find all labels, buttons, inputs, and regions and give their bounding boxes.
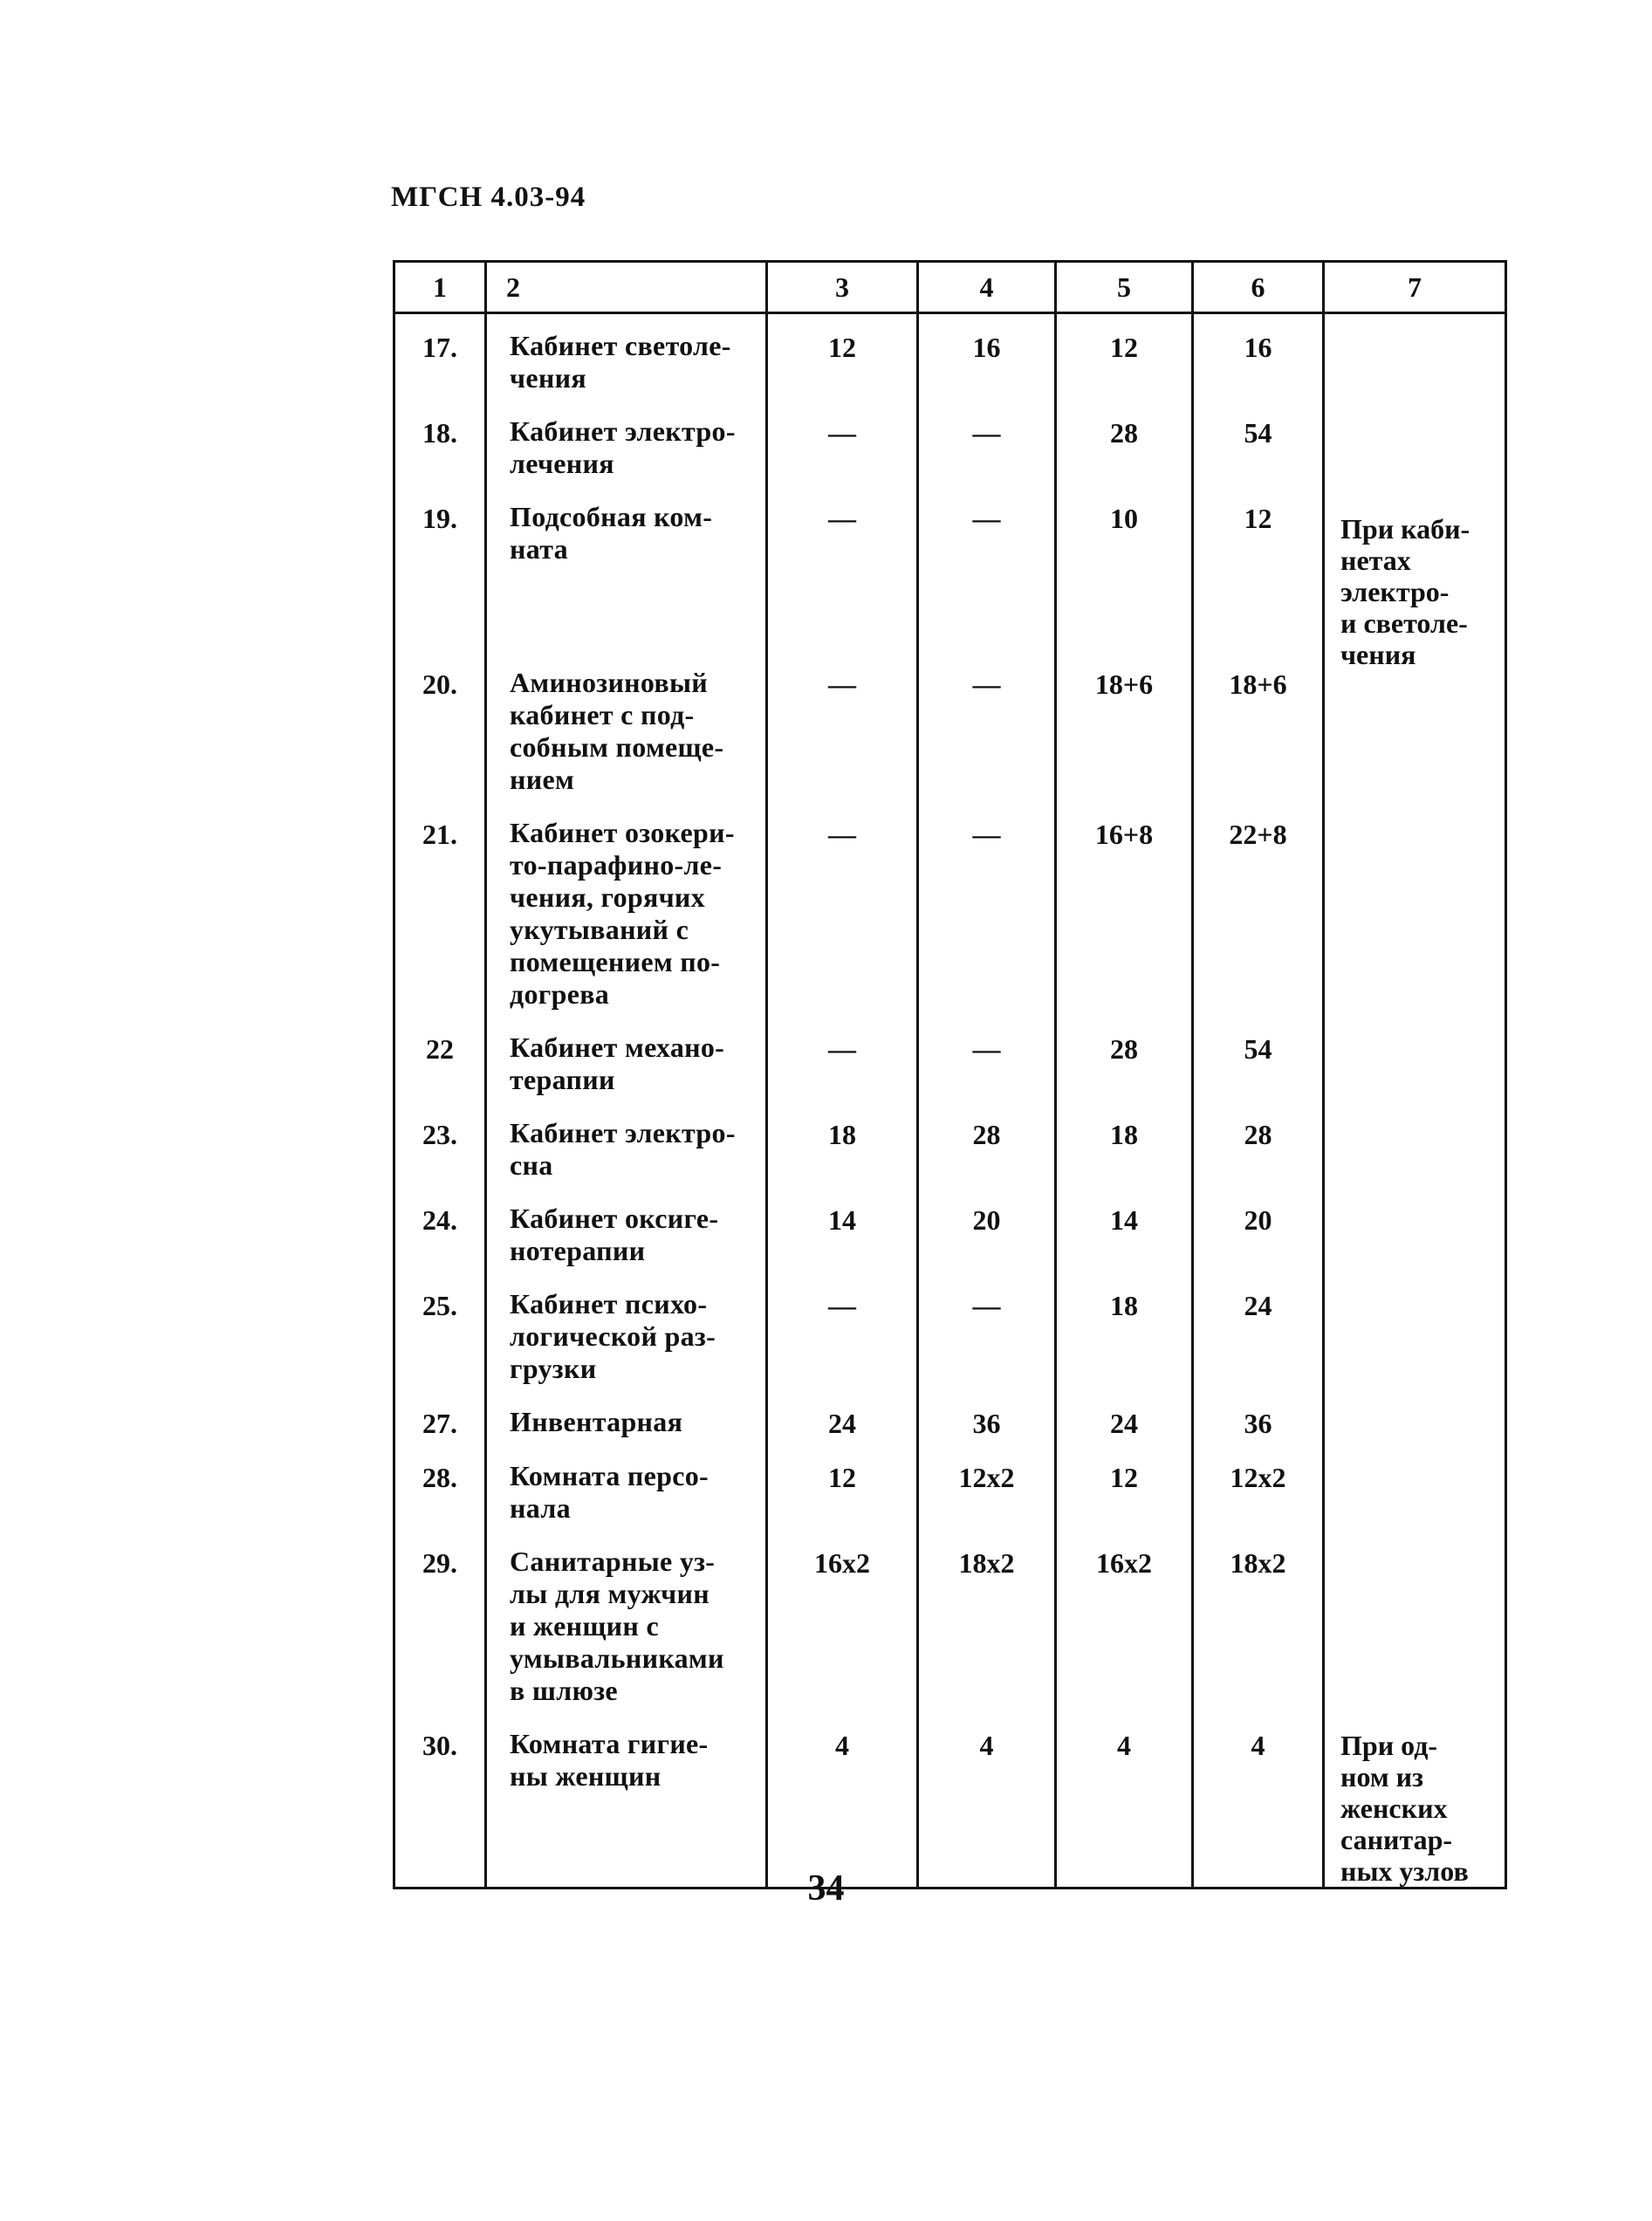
area-value-col-4: 4 <box>918 1712 1056 1889</box>
area-value-col-5: 28 <box>1056 1016 1193 1101</box>
area-value-col-3: 4 <box>767 1712 918 1889</box>
room-name-text: Комната персо- нала <box>510 1460 709 1524</box>
area-value-col-6: 16 <box>1193 313 1324 401</box>
room-name-text: Кабинет электро- сна <box>510 1117 736 1181</box>
area-value-col-4: 12x2 <box>918 1444 1056 1530</box>
row-number: 19. <box>394 485 486 651</box>
document-header: МГСН 4.03-94 <box>391 182 586 213</box>
area-value-col-4: — <box>918 1272 1056 1390</box>
area-value-col-5: 28 <box>1056 400 1193 485</box>
note-electro-light: При каби- нетах электро- и светоле- чения <box>1340 513 1470 670</box>
room-name-text: Кабинет электро- лечения <box>510 415 736 479</box>
area-value-col-3: 12 <box>767 1444 918 1530</box>
area-value-col-3: — <box>767 651 918 801</box>
row-number: 22 <box>394 1016 486 1101</box>
area-value-col-3: 14 <box>767 1187 918 1272</box>
area-value-col-5: 12 <box>1056 313 1193 401</box>
note-cell <box>1324 313 1506 1713</box>
area-value-col-6: 18x2 <box>1193 1530 1324 1712</box>
area-value-col-5: 16+8 <box>1056 801 1193 1016</box>
column-header-2: 2 <box>486 262 767 313</box>
area-value-col-4: 20 <box>918 1187 1056 1272</box>
area-value-col-6: 20 <box>1193 1187 1324 1272</box>
room-name <box>486 1530 767 1712</box>
area-value-col-3: — <box>767 801 918 1016</box>
header-row <box>394 262 1506 313</box>
room-name-text: Кабинет светоле- чения <box>510 330 731 394</box>
column-header-7: 7 <box>1324 262 1506 313</box>
room-name-text: Кабинет озокери- то-парафино-ле- чения, горячих укутываний с помещением по- догрева <box>510 817 735 1010</box>
area-value-col-4: — <box>918 400 1056 485</box>
row-number: 27. <box>394 1390 486 1444</box>
room-name-text: Санитарные уз- лы для мужчин и женщин с умывальниками в шлюзе <box>510 1546 724 1706</box>
note-sanitary: При од- ном из женских санитар- ных узлов <box>1340 1730 1469 1887</box>
area-value-col-4: — <box>918 1016 1056 1101</box>
note-cell <box>1324 1712 1506 1889</box>
area-value-col-5: 18 <box>1056 1272 1193 1390</box>
room-name <box>486 313 767 401</box>
area-value-col-6: 54 <box>1193 400 1324 485</box>
room-name <box>486 1444 767 1530</box>
row-number: 21. <box>394 801 486 1016</box>
area-value-col-4: 36 <box>918 1390 1056 1444</box>
area-value-col-3: 12 <box>767 313 918 401</box>
table-row <box>394 313 1506 401</box>
room-name <box>486 400 767 485</box>
area-value-col-6: 22+8 <box>1193 801 1324 1016</box>
room-name-text: Кабинет психо- логической раз- грузки <box>510 1288 716 1384</box>
area-value-col-6: 12x2 <box>1193 1444 1324 1530</box>
area-value-col-5: 4 <box>1056 1712 1193 1889</box>
area-value-col-5: 12 <box>1056 1444 1193 1530</box>
room-name <box>486 651 767 801</box>
room-name <box>486 1016 767 1101</box>
area-value-col-4: 16 <box>918 313 1056 401</box>
row-number: 18. <box>394 400 486 485</box>
area-value-col-6: 18+6 <box>1193 651 1324 801</box>
area-value-col-6: 12 <box>1193 485 1324 651</box>
area-value-col-4: — <box>918 651 1056 801</box>
table-body <box>394 313 1506 1889</box>
area-value-col-3: 24 <box>767 1390 918 1444</box>
area-value-col-5: 10 <box>1056 485 1193 651</box>
area-value-col-3: — <box>767 485 918 651</box>
area-value-col-3: 16x2 <box>767 1530 918 1712</box>
row-number: 29. <box>394 1530 486 1712</box>
area-value-col-5: 18+6 <box>1056 651 1193 801</box>
column-header-6: 6 <box>1193 262 1324 313</box>
room-name-text: Кабинет оксиге- нотерапии <box>510 1203 719 1266</box>
column-header-4: 4 <box>918 262 1056 313</box>
area-value-col-4: 18x2 <box>918 1530 1056 1712</box>
room-name-text: Инвентарная <box>510 1406 683 1437</box>
area-value-col-4: — <box>918 485 1056 651</box>
row-number: 20. <box>394 651 486 801</box>
area-value-col-3: — <box>767 1016 918 1101</box>
area-value-col-6: 28 <box>1193 1101 1324 1187</box>
room-name <box>486 1712 767 1889</box>
note-spacer <box>1340 332 1499 513</box>
data-table <box>393 260 1507 1889</box>
area-value-col-5: 18 <box>1056 1101 1193 1187</box>
area-value-col-6: 54 <box>1193 1016 1324 1101</box>
row-number: 24. <box>394 1187 486 1272</box>
table-row <box>394 1712 1506 1889</box>
column-header-3: 3 <box>767 262 918 313</box>
room-name <box>486 485 767 651</box>
room-name <box>486 801 767 1016</box>
area-value-col-5: 14 <box>1056 1187 1193 1272</box>
area-value-col-6: 36 <box>1193 1390 1324 1444</box>
room-name-text: Аминозиновый кабинет с под- собным помеще- нием <box>510 667 724 795</box>
row-number: 28. <box>394 1444 486 1530</box>
area-value-col-3: — <box>767 1272 918 1390</box>
area-value-col-6: 4 <box>1193 1712 1324 1889</box>
area-value-col-5: 16x2 <box>1056 1530 1193 1712</box>
row-number: 30. <box>394 1712 486 1889</box>
room-name <box>486 1390 767 1444</box>
area-value-col-6: 24 <box>1193 1272 1324 1390</box>
row-number: 17. <box>394 313 486 401</box>
page-number: 34 <box>807 1868 845 1909</box>
area-value-col-3: 18 <box>767 1101 918 1187</box>
row-number: 23. <box>394 1101 486 1187</box>
room-name-text: Подсобная ком- ната <box>510 501 713 565</box>
column-header-1: 1 <box>394 262 486 313</box>
room-area-table <box>393 260 1505 1887</box>
room-name-text: Кабинет механо- терапии <box>510 1032 725 1095</box>
area-value-col-4: — <box>918 801 1056 1016</box>
area-value-col-3: — <box>767 400 918 485</box>
room-name <box>486 1272 767 1390</box>
room-name-text: Комната гигие- ны женщин <box>510 1728 709 1792</box>
area-value-col-5: 24 <box>1056 1390 1193 1444</box>
area-value-col-4: 28 <box>918 1101 1056 1187</box>
room-name <box>486 1101 767 1187</box>
column-header-5: 5 <box>1056 262 1193 313</box>
room-name <box>486 1187 767 1272</box>
row-number: 25. <box>394 1272 486 1390</box>
